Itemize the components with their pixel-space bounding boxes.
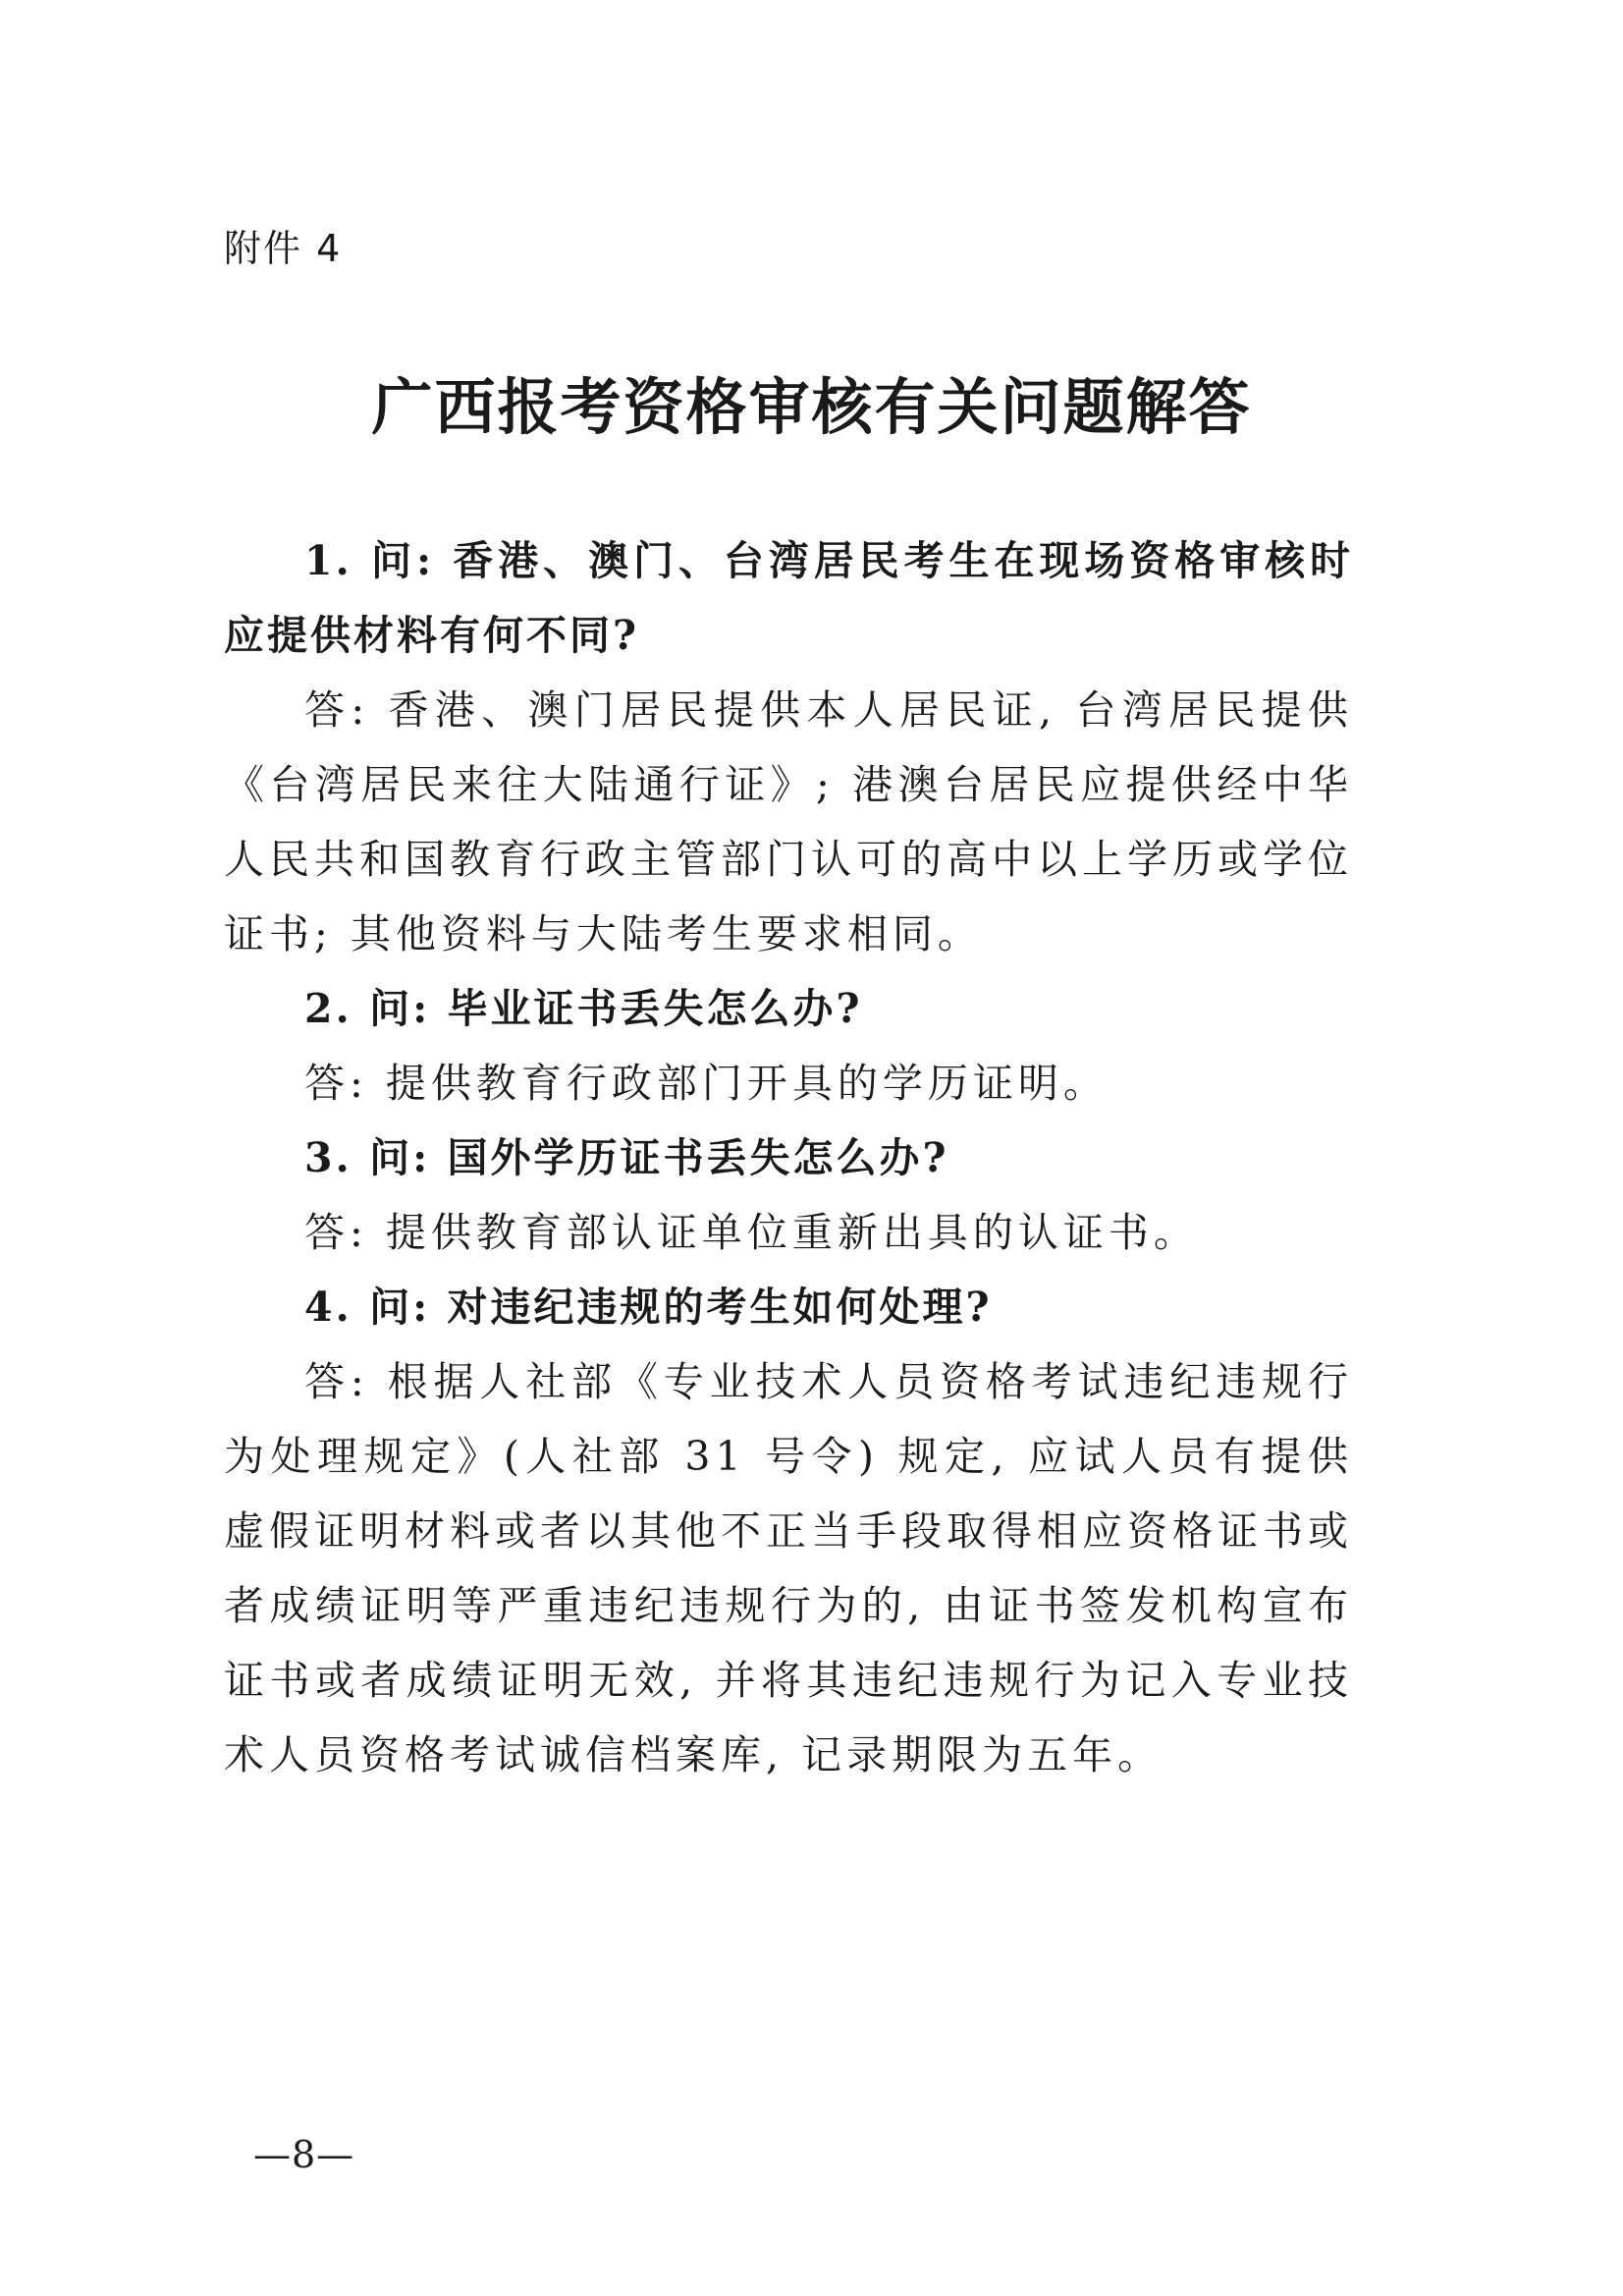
- question-4: 4. 问: 对违纪违规的考生如何处理?: [304, 1284, 993, 1331]
- qa-content: [224, 523, 1353, 1792]
- page-number: —8—: [253, 2133, 355, 2176]
- page-title: 广西报考资格审核有关问题解答: [371, 371, 1252, 443]
- question-1: 1. 问: 香港、澳门、台湾居民考生在现场资格审核时应提供材料有何不同?: [224, 537, 1353, 659]
- question-2: 2. 问: 毕业证书丢失怎么办?: [304, 985, 863, 1032]
- question-3: 3. 问: 国外学历证书丢失怎么办?: [304, 1134, 949, 1181]
- answer-4: 答: 根据人社部《专业技术人员资格考试违纪违规行为处理规定》(人社部 31 号令) 规定, 应试人员有提供虚假证明材料或者以其他不正当手段取得相应资格证书或者成绩证明等严重违纪违规行为的, 由证书签发机构宣布证书或者成绩证明无效, 并将其违纪违规行为记入专业技术人员资格考试诚信档案库, 记录期限为五年。: [224, 1358, 1353, 1778]
- attachment-label: 附件 4: [224, 227, 343, 270]
- answer-3: 答: 提供教育部认证单位重新出具的认证书。: [304, 1209, 1199, 1256]
- answer-2: 答: 提供教育行政部门开具的学历证明。: [304, 1060, 1109, 1107]
- answer-1: 答: 香港、澳门居民提供本人居民证, 台湾居民提供《台湾居民来往大陆通行证》; 港澳台居民应提供经中华人民共和国教育行政主管部门认可的高中以上学历或学位证书; 其他资料与大陆考生要求相同。: [224, 686, 1353, 957]
